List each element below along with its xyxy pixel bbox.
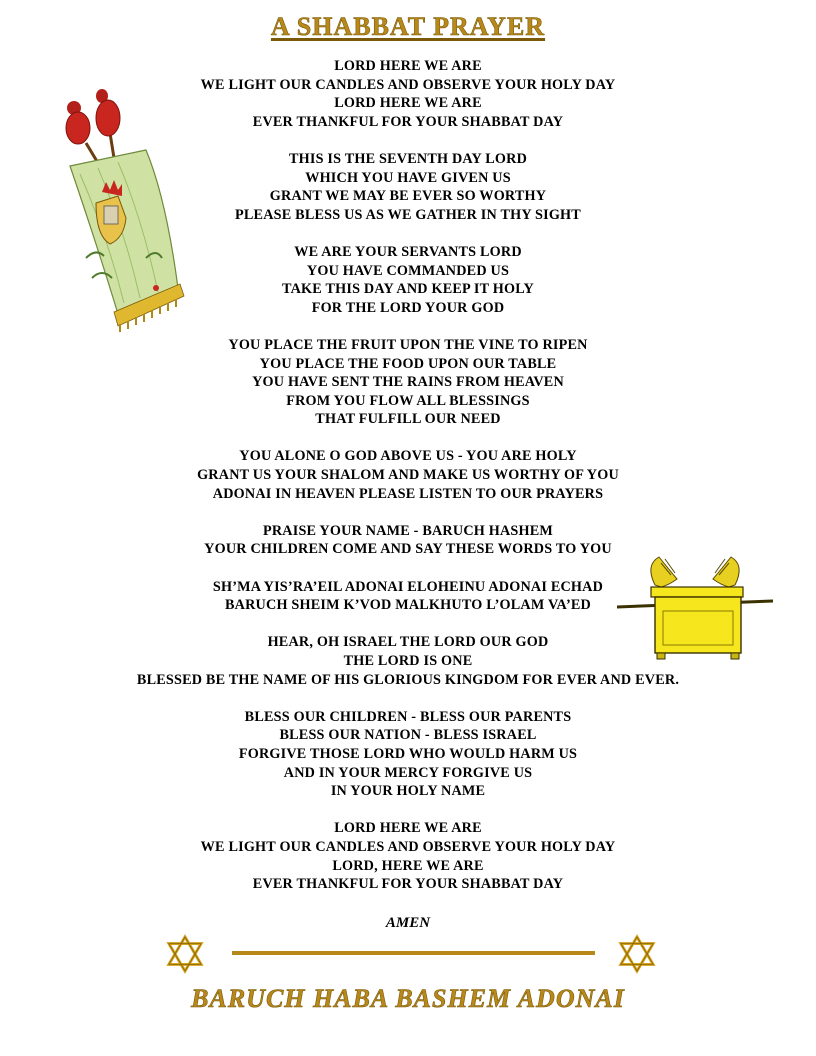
prayer-line: TAKE THIS DAY AND KEEP IT HOLY bbox=[282, 281, 534, 298]
prayer-line: PRAISE YOUR NAME - BARUCH HASHEM bbox=[262, 522, 554, 539]
prayer-line: BLESS OUR NATION - BLESS ISRAEL bbox=[279, 727, 537, 744]
prayer-line: LORD HERE WE ARE bbox=[334, 820, 482, 837]
prayer-line: LORD HERE WE ARE bbox=[334, 58, 482, 74]
prayer-line: WHICH YOU HAVE GIVEN US bbox=[305, 169, 511, 186]
ark-of-covenant-icon bbox=[615, 555, 775, 660]
prayer-line: THE LORD IS ONE bbox=[343, 653, 473, 669]
prayer-line: BLESS OUR CHILDREN - BLESS OUR PARENTS bbox=[244, 708, 572, 725]
prayer-line: ADONAI IN HEAVEN PLEASE LISTEN TO OUR PRAYERS bbox=[212, 485, 604, 502]
prayer-line: WE ARE YOUR SERVANTS LORD bbox=[294, 243, 522, 260]
stanza bbox=[0, 243, 816, 317]
stanza bbox=[0, 522, 816, 559]
prayer-line: GRANT WE MAY BE EVER SO WORTHY bbox=[269, 188, 547, 205]
prayer-line: PLEASE BLESS US AS WE GATHER IN THY SIGHT bbox=[235, 206, 581, 223]
stanza bbox=[0, 57, 816, 131]
prayer-line: YOU HAVE COMMANDED US bbox=[306, 262, 510, 279]
prayer-line: YOU HAVE SENT THE RAINS FROM HEAVEN bbox=[252, 374, 564, 391]
prayer-line: WE LIGHT OUR CANDLES AND OBSERVE YOUR HOLY DAY bbox=[200, 838, 616, 855]
prayer-line: SH’MA YIS’RA’EIL ADONAI ELOHEINU ADONAI ECHAD bbox=[212, 578, 604, 595]
prayer-line: FOR THE LORD YOUR GOD bbox=[311, 299, 505, 316]
divider-rule bbox=[232, 951, 595, 955]
stanza bbox=[0, 819, 816, 893]
prayer-line: IN YOUR HOLY NAME bbox=[330, 783, 486, 800]
prayer-line: AND IN YOUR MERCY FORGIVE US bbox=[283, 764, 533, 781]
prayer-text bbox=[0, 57, 816, 912]
prayer-line: YOU ALONE O GOD ABOVE US - YOU ARE HOLY bbox=[239, 448, 577, 465]
stanza bbox=[0, 447, 816, 503]
amen-text: AMEN bbox=[385, 915, 431, 931]
footer-blessing: BARUCH HABA BASHEM ADONAI bbox=[191, 984, 625, 1013]
prayer-line: WE LIGHT OUR CANDLES AND OBSERVE YOUR HOLY DAY bbox=[200, 76, 616, 93]
prayer-line: BLESSED BE THE NAME OF HIS GLORIOUS KINGDOM FOR EVER AND EVER. bbox=[136, 671, 680, 688]
prayer-line: FROM YOU FLOW ALL BLESSINGS bbox=[286, 392, 530, 409]
prayer-line: YOU PLACE THE FOOD UPON OUR TABLE bbox=[259, 355, 557, 372]
prayer-line: THAT FULFILL OUR NEED bbox=[315, 411, 501, 428]
prayer-line: BARUCH SHEIM K’VOD MALKHUTO L’OLAM VA’ED bbox=[225, 597, 591, 614]
prayer-line: HEAR, OH ISRAEL THE LORD OUR GOD bbox=[267, 634, 549, 651]
prayer-line: YOU PLACE THE FRUIT UPON THE VINE TO RIPEN bbox=[228, 336, 588, 353]
prayer-line: GRANT US YOUR SHALOM AND MAKE US WORTHY OF YOU bbox=[197, 467, 619, 484]
prayer-line: FORGIVE THOSE LORD WHO WOULD HARM US bbox=[238, 745, 578, 762]
prayer-line: YOUR CHILDREN COME AND SAY THESE WORDS TO YOU bbox=[204, 541, 612, 558]
prayer-line: THIS IS THE SEVENTH DAY LORD bbox=[288, 150, 528, 167]
page-title: A SHABBAT PRAYER bbox=[270, 12, 546, 41]
stanza bbox=[0, 708, 816, 801]
stanza bbox=[0, 150, 816, 224]
prayer-line: EVER THANKFUL FOR YOUR SHABBAT DAY bbox=[252, 113, 564, 130]
star-of-david-icon bbox=[166, 934, 204, 974]
prayer-line: LORD HERE WE ARE bbox=[334, 95, 482, 112]
prayer-line: LORD, HERE WE ARE bbox=[332, 857, 484, 874]
star-of-david-icon bbox=[618, 934, 656, 974]
prayer-line: EVER THANKFUL FOR YOUR SHABBAT DAY bbox=[252, 876, 564, 893]
stanza bbox=[0, 336, 816, 429]
